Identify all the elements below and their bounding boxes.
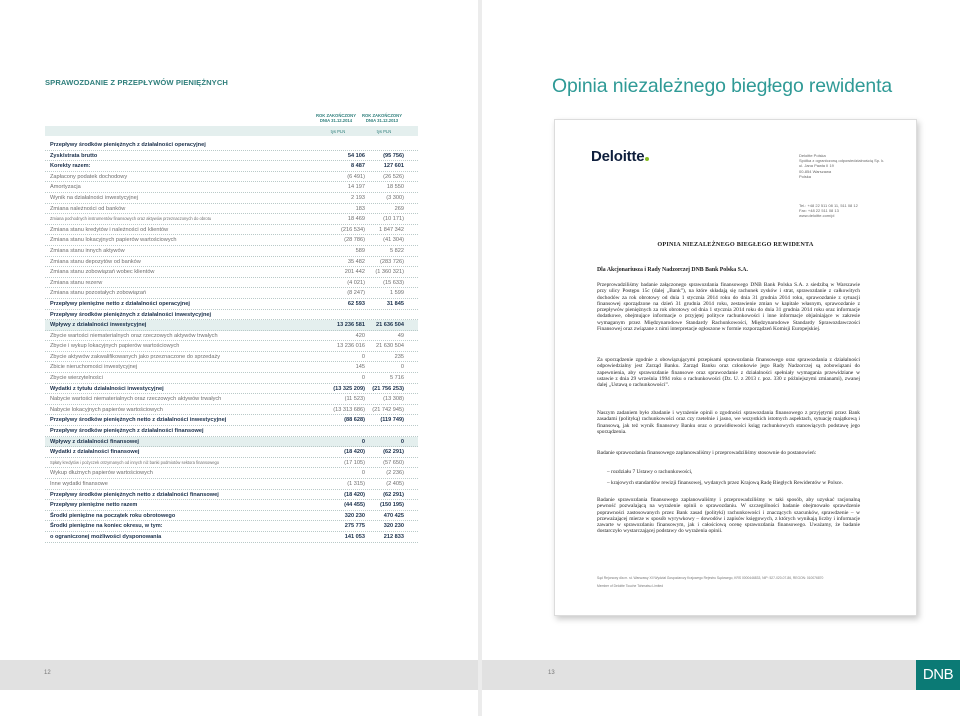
letter-paragraph: Przeprowadziliśmy badanie załączonego sprawozdania finansowego DNB Bank Polska S.A. z siedzibą w Warszawie przy ulicy Postępu 15c (dalej „Bank”), na które składają się rachunek zysków i strat, sprawozdanie z całkowitych dochodów za rok obrotowy od dnia 1 stycznia 2014 roku do dnia 31 grudnia 2014 roku, sprawozdanie z sytuacji finansowej sporządzone na dzień 31 grudnia 2014 roku, zestawienie zmian w kapitale własnym, sprawozdanie z przepływów pieniężnych za rok obrotowy od dnia 1 stycznia 2014 roku do dnia 31 grudnia 2014 roku oraz informacje dodatkowe, obejmujące informacje o przyjętej polityce rachunkowości i inne informacje objaśniające w zakresie wymaganym przez Międzynarodowe Standardy Rachunkowości, Międzynarodowe Standardy Sprawozdawczości Finansowej oraz związane z nimi interpretacje ogłoszone w formie rozporządzeń Komisji Europejskiej. — [597, 282, 860, 333]
value-2014: 0 — [361, 353, 365, 360]
table-row — [45, 426, 418, 437]
table-row — [45, 490, 418, 501]
row-label: Zmiana stanu lokacyjnych papierów wartościowych — [50, 237, 177, 244]
value-2013: 235 — [394, 353, 404, 360]
value-2014: 0 — [361, 470, 365, 477]
value-2013: 470 425 — [383, 512, 404, 519]
row-label: Zbicie nieruchomości inwestycyjnej — [50, 364, 138, 371]
value-2013: 0 — [400, 438, 404, 445]
value-2013: (2 236) — [386, 470, 404, 477]
value-2013: 31 845 — [386, 300, 404, 307]
value-2014: 589 — [355, 247, 365, 254]
logo-text: Deloitte — [591, 148, 645, 165]
value-2014: (11 523) — [344, 396, 365, 403]
row-label: Zmiana pochodnych instrumentów finansowych oraz aktywów przeznaczonych do obrotu — [50, 216, 212, 222]
row-label: Wydatki z tytułu działalności inwestycyjnej — [50, 385, 164, 392]
value-2013: (95 756) — [383, 152, 404, 159]
value-2013: 212 833 — [383, 533, 404, 540]
page-number: 12 — [44, 670, 51, 676]
value-2013: 21 630 504 — [376, 343, 404, 350]
value-2013: 1 847 342 — [379, 226, 404, 233]
address-line: Deloitte Polska — [799, 153, 826, 158]
row-label: Zbycie aktywów zakwalifikowanych jako przeznaczone do sprzedaży — [50, 353, 221, 360]
table-row — [45, 447, 418, 458]
column-header-line: DNIA 31.12.2013 — [365, 118, 399, 123]
value-2014: 8 487 — [351, 163, 365, 170]
letter-paragraph: Naszym zadaniem było zbadanie i wyrażenie opinii o zgodności sprawozdania finansowego z przyjętymi przez Bank zasadami (polityką) rachunkowości oraz czy rzetelnie i jasno, we wszystkich istotnych aspektach, sytuację majątkową i finansową, jak też wynik finansowy Banku oraz o prawidłowości ksiąg rachunkowych stanowiących podstawę jego sporządzenia. — [597, 410, 860, 435]
value-2013: (26 526) — [383, 173, 404, 180]
table-row — [45, 384, 418, 395]
letter-bullet: – krajowych standardów rewizji finansowej, wydanych przez Krajową Radę Biegłych Rewidentów w Polsce. — [607, 480, 843, 486]
row-label: Spłaty kredytów i pożyczek otrzymanych od innych niż banki podmiotów sektora finansowego — [50, 459, 220, 465]
value-2014: 201 442 — [344, 269, 365, 276]
value-2014: 35 482 — [347, 258, 365, 265]
value-2014: 420 — [355, 332, 365, 339]
row-label: Przepływy środków pieniężnych z działalności finansowej — [50, 428, 204, 435]
value-2013: (21 756 253) — [372, 385, 404, 392]
value-2014: (44 455) — [344, 502, 365, 509]
row-label: o ograniczonej możliwości dysponowania — [50, 533, 162, 540]
value-2014: (17 105) — [344, 459, 365, 466]
deloitte-logo — [591, 148, 649, 165]
value-2013: (1 360 321) — [375, 269, 404, 276]
value-2014: (13 325 209) — [333, 385, 365, 392]
table-row — [45, 214, 418, 225]
row-label: Zbycie i wykup lokacyjnych papierów wartościowych — [50, 343, 180, 350]
table-row — [45, 172, 418, 183]
value-2014: (6 491) — [347, 173, 365, 180]
letter-paragraph: Badanie sprawozdania finansowego zaplanowaliśmy i przeprowadziliśmy stosownie do postanowień: — [597, 450, 817, 456]
row-label: Przepływy środków pieniężnych z działalności operacyjnej — [50, 142, 206, 148]
value-2013: 320 230 — [383, 523, 404, 530]
page-number: 13 — [548, 670, 555, 676]
table-row — [45, 352, 418, 363]
value-2014: (4 021) — [347, 279, 365, 286]
units-band — [45, 126, 418, 136]
row-label: Zmiana stanu innych aktywów — [50, 247, 125, 254]
table-row — [45, 532, 418, 543]
row-label: Zmiana stanu rezerw — [50, 279, 103, 286]
letter-paragraph: Badanie sprawozdania finansowego zaplanowaliśmy i przeprowadziliśmy w taki sposób, aby uzyskać racjonalną pewność pozwalającą na wyrażenie opinii o sprawozdaniu. W szczególności badanie obejmowało sprawdzenie poprawności zastosowanych przez Bank zasad (polityki) rachunkowości i znaczących szacunków, sprawdzenie – w przeważającej mierze w sposób wyrywkowy – dowodów i zapisów księgowych, z których wynikają liczby i informacje zawarte w sprawozdaniu finansowym, jak i całościową ocenę sprawozdania finansowego. Uważamy, że badanie dostarczyło wystarczającej podstawy do wyrażenia opinii. — [597, 497, 860, 535]
table-row — [45, 468, 418, 479]
column-header-line: ROK ZAKOŃCZONY — [361, 113, 402, 118]
table-row — [45, 182, 418, 193]
row-label: Przepływy środków pieniężnych netto z działalności finansowej — [50, 491, 219, 498]
value-2014: 0 — [361, 438, 365, 445]
row-label: Zbycie wartości niematerialnych oraz rzeczowych aktywów trwałych — [50, 332, 218, 339]
section-heading: SPRAWOZDANIE Z PRZEPŁYWÓW PIENIĘŻNYCH — [45, 78, 229, 87]
auditor-opinion-letter — [554, 119, 917, 616]
value-2014: 62 593 — [347, 300, 365, 307]
table-row — [45, 362, 418, 373]
value-2014: 141 053 — [344, 533, 365, 540]
contact-line: www.deloitte.com/pl — [799, 213, 835, 219]
row-label: Środki pieniężne na koniec okresu, w tym: — [50, 523, 163, 530]
table-row — [45, 288, 418, 299]
value-2014: (1 315) — [347, 481, 365, 487]
letter-addressee: Dla Akcjonariusza i Rady Nadzorczej DNB Bank Polska S.A. — [597, 267, 748, 273]
logo-dot-icon — [645, 157, 649, 161]
value-2013: (15 633) — [383, 279, 404, 286]
value-2014: (28 786) — [344, 237, 365, 244]
row-label: Nabycie wartości niematerialnych oraz rzeczowych aktywów trwałych — [50, 396, 222, 403]
value-2013: (13 308) — [383, 396, 404, 403]
unit-label-2014: tys PLN — [330, 129, 346, 134]
table-row — [45, 341, 418, 352]
value-2014: 183 — [355, 205, 365, 212]
address-line: 00-854 Warszawa — [799, 168, 832, 174]
table-row — [45, 267, 418, 278]
row-label: Przepływy pieniężne netto razem — [50, 502, 138, 509]
table-row — [45, 405, 418, 416]
address-line: ul. Jana Pawła II 19 — [799, 163, 834, 169]
table-row — [45, 479, 418, 490]
row-label: Wykup dłużnych papierów wartościowych — [50, 470, 153, 477]
table-row — [45, 437, 418, 448]
address-line: Polska — [799, 173, 812, 179]
table-row — [45, 320, 418, 331]
row-label: Wpływy z działalności finansowej — [50, 438, 139, 445]
column-header-line: DNIA 31.12.2014 — [319, 118, 353, 123]
table-row — [45, 511, 418, 522]
column-header-2013 — [352, 113, 412, 123]
cash-flow-table — [45, 140, 418, 543]
value-2014: (8 247) — [347, 290, 365, 297]
table-row — [45, 458, 418, 469]
letterhead-address — [799, 153, 884, 179]
value-2013: 5 822 — [390, 247, 404, 254]
table-row — [45, 140, 418, 151]
value-2013: (62 291) — [383, 491, 404, 498]
value-2014: 13 236 016 — [337, 343, 365, 350]
row-label: Wpływy z działalności inwestycyjnej — [50, 322, 147, 329]
row-label: Wynik na działalności inwestycyjnej — [50, 194, 138, 201]
value-2014: 54 106 — [347, 152, 365, 159]
bullet-text: krajowych standardów rewizji finansowej, wydanych przez Krajową Radę Biegłych Rewidentów w Polsce. — [611, 480, 843, 486]
row-label: Przepływy środków pieniężnych z działalności inwestycyjnej — [50, 311, 212, 318]
row-label: Zmiana należności od banków — [50, 205, 126, 212]
value-2014: (88 628) — [344, 417, 365, 424]
table-row — [45, 394, 418, 405]
row-label: Zmiana stanu depozytów od banków — [50, 258, 141, 265]
table-row — [45, 246, 418, 257]
table-row — [45, 235, 418, 246]
value-2014: 145 — [355, 364, 365, 371]
address-line: Spółka z ograniczoną odpowiedzialnością Sp. k. — [799, 158, 885, 164]
table-row — [45, 500, 418, 511]
row-label: Przepływy środków pieniężnych netto z działalności inwestycyjnej — [50, 417, 227, 424]
bullet-text: rozdziału 7 Ustawy o rachunkowości, — [611, 469, 693, 475]
table-row — [45, 257, 418, 268]
row-label: Korekty razem: — [50, 163, 91, 170]
letter-title: OPINIA NIEZALEŻNEGO BIEGŁEGO REWIDENTA — [657, 241, 814, 248]
value-2013: 18 550 — [386, 184, 404, 191]
table-row — [45, 310, 418, 321]
table-row — [45, 415, 418, 426]
letter-footer: Sąd Rejonowy dla m. st. Warszawy XII Wydział Gospodarczy Krajowego Rejestru Sądowego, KRS 0000446833, NIP: 527-020-07-86, REGON: 010076870 — [597, 576, 824, 580]
value-2013: 269 — [394, 205, 404, 212]
left-page — [0, 0, 478, 716]
value-2014: (18 420) — [344, 491, 365, 498]
value-2013: (119 749) — [380, 417, 404, 424]
table-row — [45, 299, 418, 310]
table-row — [45, 521, 418, 532]
right-page — [482, 0, 960, 716]
page-title: Opinia niezależnego biegłego rewidenta — [552, 75, 893, 97]
row-label: Zbycie wierzytelności — [50, 375, 103, 382]
value-2014: 275 775 — [344, 523, 365, 530]
table-row — [45, 151, 418, 162]
value-2014: 320 230 — [344, 512, 365, 519]
row-label: Zysk/strata brutto — [50, 152, 98, 159]
value-2014: (18 420) — [344, 449, 365, 456]
value-2014: (216 534) — [341, 226, 365, 233]
value-2013: (57 650) — [383, 459, 404, 466]
row-label: Przepływy pieniężne netto z działalności operacyjnej — [50, 300, 190, 307]
contact-line: Fax: +48 22 511 08 13 — [799, 208, 839, 214]
value-2014: 18 469 — [347, 216, 365, 223]
letter-footer: Member of Deloitte Touche Tohmatsu Limited — [597, 584, 664, 588]
value-2014: 14 197 — [347, 184, 365, 191]
value-2013: (21 742 945) — [372, 406, 404, 413]
value-2014: 0 — [361, 375, 365, 382]
value-2013: (2 405) — [386, 481, 404, 487]
value-2014: (13 313 686) — [333, 406, 365, 413]
value-2013: 5 716 — [390, 375, 404, 382]
value-2014: 13 236 581 — [337, 322, 365, 329]
value-2013: 1 599 — [390, 290, 404, 297]
value-2013: (283 726) — [380, 258, 404, 265]
row-label: Zmiana stanu pozostałych zobowiązań — [50, 290, 147, 297]
value-2013: (62 291) — [383, 449, 404, 456]
table-row — [45, 161, 418, 172]
table-row — [45, 204, 418, 215]
value-2013: 0 — [400, 364, 404, 371]
letterhead-contact — [799, 203, 858, 219]
table-row — [45, 331, 418, 342]
row-label: Środki pieniężne na początek roku obrotowego — [50, 512, 176, 519]
row-label: Zmiana stanu kredytów i należności od klientów — [50, 226, 169, 233]
table-row — [45, 373, 418, 384]
table-row — [45, 278, 418, 289]
row-label: Zapłacony podatek dochodowy — [50, 173, 128, 180]
row-label: Zmiana stanu zobowiązań wobec klientów — [50, 269, 155, 276]
contact-line: Tel.: +48 22 511 08 11, 511 08 12 — [799, 203, 858, 208]
table-row — [45, 193, 418, 204]
letter-paragraph: Za sporządzenie zgodnie z obowiązującymi przepisami sprawozdania finansowego oraz sprawozdania z działalności odpowiedzialny jest Zarząd Banku. Zarząd Banku oraz członkowie jego Rady Nadzorczej są zobowiązani do zapewnienia, aby sprawozdanie finansowe oraz sprawozdanie z działalności spełniały wymagania przewidziane w ustawie z dnia 29 września 1994 roku o rachunkowości (Dz. U. z 2013 r. poz. 330 z późniejszymi zmianami), zwanej dalej „Ustawą o rachunkowości”. — [597, 357, 860, 389]
value-2013: (41 304) — [383, 237, 404, 244]
value-2013: 49 — [397, 332, 404, 339]
value-2013: (150 195) — [380, 502, 404, 509]
value-2013: 21 636 504 — [376, 322, 404, 329]
value-2013: 127 601 — [383, 163, 404, 170]
row-label: Wydatki z działalności finansowej — [50, 449, 140, 456]
letter-bullet: – rozdziału 7 Ustawy o rachunkowości, — [607, 469, 693, 475]
value-2013: (3 300) — [386, 194, 404, 201]
row-label: Amortyzacja — [50, 184, 81, 191]
unit-label-2013: tys PLN — [376, 129, 392, 134]
table-row — [45, 225, 418, 236]
row-label: Inne wydatki finansowe — [50, 481, 108, 487]
value-2014: 2 193 — [351, 194, 365, 201]
value-2013: (10 171) — [383, 216, 404, 223]
column-header-line: ROK ZAKOŃCZONY — [315, 113, 356, 118]
dnb-logo: DNB — [916, 660, 960, 690]
footer-bar — [0, 660, 478, 690]
row-label: Nabycie lokacyjnych papierów wartościowych — [50, 406, 163, 413]
